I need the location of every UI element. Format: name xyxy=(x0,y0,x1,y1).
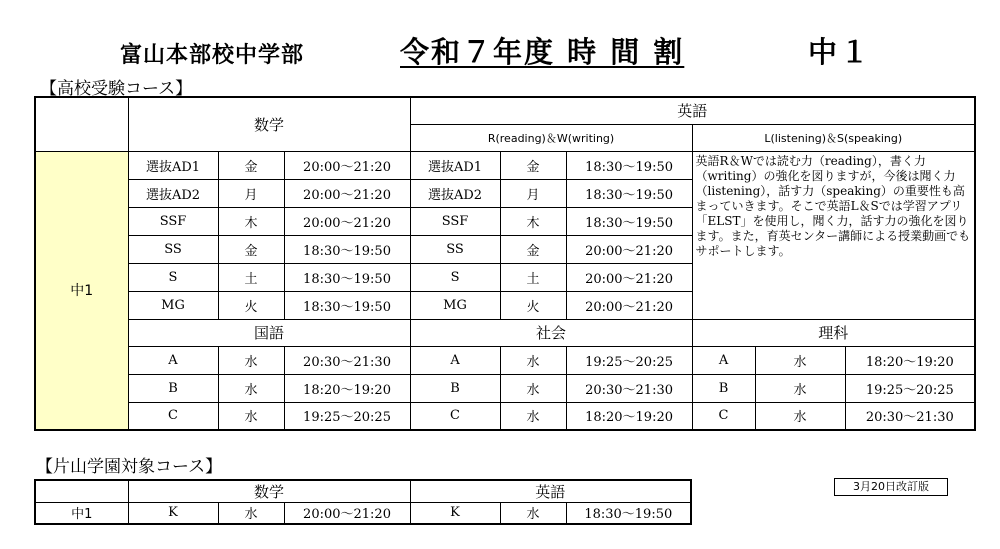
time-cell: 20:30～21:30 xyxy=(845,402,975,430)
time-cell: 20:00～21:20 xyxy=(284,179,410,207)
day-cell: 水 xyxy=(218,346,284,374)
day-cell: 火 xyxy=(218,291,284,319)
day-cell: 金 xyxy=(218,151,284,179)
day-cell: 水 xyxy=(500,402,566,430)
subject-japanese-header: 国語 xyxy=(128,319,410,346)
day-cell: 金 xyxy=(218,235,284,263)
day-cell: 土 xyxy=(218,263,284,291)
table-row xyxy=(35,402,975,430)
day-cell: 月 xyxy=(218,179,284,207)
subject-english-header: 英語 xyxy=(410,97,975,124)
time-cell: 18:20～19:20 xyxy=(284,374,410,402)
english-ls-header: L(listening)＆S(speaking) xyxy=(692,124,975,151)
class-cell: B xyxy=(410,374,500,402)
class-cell: 選抜AD2 xyxy=(410,179,500,207)
timetable-exam-course xyxy=(34,96,976,431)
revision-note: 3月20日改訂版 xyxy=(834,478,948,496)
class-cell: 選抜AD1 xyxy=(410,151,500,179)
day-cell: 水 xyxy=(500,503,566,524)
class-cell: 選抜AD2 xyxy=(128,179,218,207)
course-label-exam: 【高校受験コース】 xyxy=(40,79,193,99)
class-cell: B xyxy=(128,374,218,402)
table-row xyxy=(35,374,975,402)
time-cell: 20:00～21:20 xyxy=(284,151,410,179)
day-cell: 土 xyxy=(500,263,566,291)
class-cell: SS xyxy=(128,235,218,263)
time-cell: 18:30～19:50 xyxy=(284,235,410,263)
class-cell: C xyxy=(128,402,218,430)
class-cell: SSF xyxy=(128,207,218,235)
corner-cell xyxy=(35,97,128,151)
class-cell: K xyxy=(410,503,500,524)
day-cell: 金 xyxy=(500,151,566,179)
table-row xyxy=(35,503,691,524)
subject-social-header: 社会 xyxy=(410,319,692,346)
class-cell: MG xyxy=(410,291,500,319)
corner-cell xyxy=(35,480,128,503)
grade-cell: 中1 xyxy=(35,503,128,524)
class-cell: C xyxy=(410,402,500,430)
subject-math-header: 数学 xyxy=(128,97,410,151)
english-ls-note: 英語R＆Wでは読む力（reading），書く力（writing）の強化を図りますが，今後は聞く力（listening），話す力（speaking）の重要性も高まっていきます。そこで英語L＆Sでは学習アプリ「ELST」を使用し，聞く力，話す力の強化を図ります。また，育英センター講師による授業動画でもサポートします。 xyxy=(692,151,975,319)
page-title: 令和７年度 時 間 割 xyxy=(400,35,685,69)
time-cell: 20:00～21:20 xyxy=(566,291,692,319)
class-cell: K xyxy=(128,503,218,524)
time-cell: 18:30～19:50 xyxy=(566,503,691,524)
grade-title: 中１ xyxy=(808,35,873,69)
day-cell: 水 xyxy=(755,374,845,402)
subject-english-header: 英語 xyxy=(410,480,691,503)
class-cell: MG xyxy=(128,291,218,319)
class-cell: S xyxy=(410,263,500,291)
time-cell: 20:30～21:30 xyxy=(284,346,410,374)
class-cell: C xyxy=(692,402,755,430)
day-cell: 水 xyxy=(755,346,845,374)
english-rw-header: R(reading)＆W(writing) xyxy=(410,124,692,151)
class-cell: A xyxy=(128,346,218,374)
time-cell: 18:20～19:20 xyxy=(566,402,692,430)
time-cell: 18:30～19:50 xyxy=(284,263,410,291)
time-cell: 20:00～21:20 xyxy=(284,207,410,235)
class-cell: A xyxy=(692,346,755,374)
class-cell: A xyxy=(410,346,500,374)
timetable-katayama-course xyxy=(34,479,692,525)
subject-science-header: 理科 xyxy=(692,319,975,346)
day-cell: 火 xyxy=(500,291,566,319)
day-cell: 水 xyxy=(218,402,284,430)
class-cell: SSF xyxy=(410,207,500,235)
grade-cell: 中1 xyxy=(35,151,128,430)
day-cell: 水 xyxy=(218,503,284,524)
table-row xyxy=(35,151,975,179)
subject-math-header: 数学 xyxy=(128,480,410,503)
day-cell: 木 xyxy=(218,207,284,235)
class-cell: 選抜AD1 xyxy=(128,151,218,179)
day-cell: 水 xyxy=(500,346,566,374)
time-cell: 18:30～19:50 xyxy=(566,151,692,179)
class-cell: S xyxy=(128,263,218,291)
day-cell: 水 xyxy=(755,402,845,430)
time-cell: 18:30～19:50 xyxy=(284,291,410,319)
time-cell: 20:00～21:20 xyxy=(566,235,692,263)
day-cell: 水 xyxy=(218,374,284,402)
time-cell: 20:00～21:20 xyxy=(566,263,692,291)
time-cell: 18:30～19:50 xyxy=(566,179,692,207)
time-cell: 18:30～19:50 xyxy=(566,207,692,235)
time-cell: 18:20～19:20 xyxy=(845,346,975,374)
time-cell: 19:25～20:25 xyxy=(566,346,692,374)
table-row xyxy=(35,346,975,374)
day-cell: 水 xyxy=(500,374,566,402)
class-cell: SS xyxy=(410,235,500,263)
time-cell: 20:30～21:30 xyxy=(566,374,692,402)
day-cell: 木 xyxy=(500,207,566,235)
course-label-katayama: 【片山学園対象コース】 xyxy=(36,457,223,477)
time-cell: 19:25～20:25 xyxy=(284,402,410,430)
day-cell: 金 xyxy=(500,235,566,263)
school-name: 富山本部校中学部 xyxy=(120,43,305,68)
time-cell: 19:25～20:25 xyxy=(845,374,975,402)
day-cell: 月 xyxy=(500,179,566,207)
time-cell: 20:00～21:20 xyxy=(284,503,410,524)
class-cell: B xyxy=(692,374,755,402)
